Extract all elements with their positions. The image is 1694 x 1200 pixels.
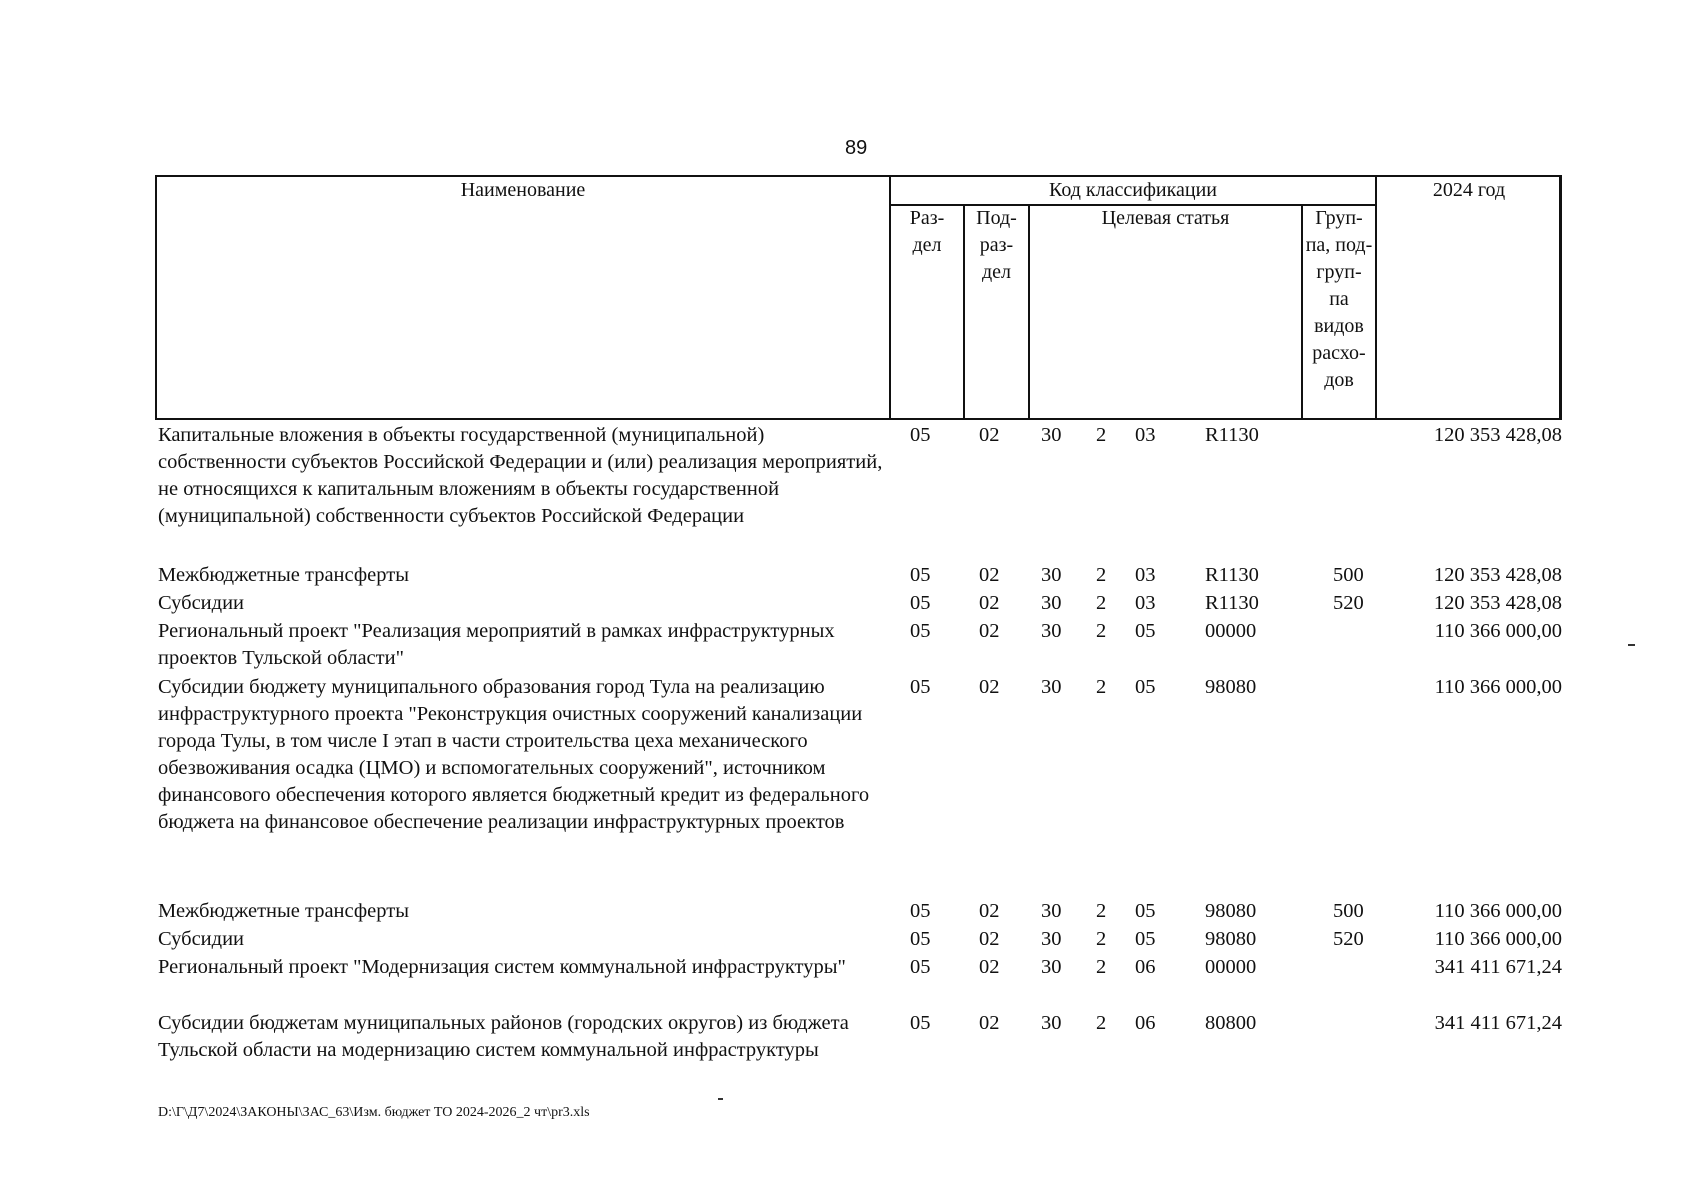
row-podrazdel: 02 [979, 620, 1000, 642]
row-cs4: 98080 [1205, 928, 1257, 950]
row-razdel: 05 [910, 928, 931, 950]
row-name: Региональный проект "Модернизация систем коммунальной инфраструктуры" [158, 956, 846, 978]
scan-mark [1628, 644, 1635, 646]
row-cs2: 2 [1096, 564, 1107, 586]
row-amount: 110 366 000,00 [1434, 900, 1562, 922]
row-cs1: 30 [1041, 956, 1062, 978]
row-razdel: 05 [910, 676, 931, 698]
row-name: Субсидии бюджетам муниципальных районов (городских округов) из бюджета Тульской области на модернизацию систем коммунальной инфраструктуры [158, 1012, 849, 1061]
row-razdel: 05 [910, 1012, 931, 1034]
row-cs4: 00000 [1205, 956, 1257, 978]
row-razdel: 05 [910, 620, 931, 642]
row-cs2: 2 [1096, 424, 1107, 446]
row-cs4: 80800 [1205, 1012, 1257, 1034]
row-amount: 110 366 000,00 [1434, 928, 1562, 950]
row-cs2: 2 [1096, 1012, 1107, 1034]
row-cs3: 05 [1135, 620, 1156, 642]
row-podrazdel: 02 [979, 900, 1000, 922]
row-cs1: 30 [1041, 564, 1062, 586]
row-vr: 520 [1333, 928, 1364, 950]
row-amount: 110 366 000,00 [1434, 676, 1562, 698]
row-podrazdel: 02 [979, 1012, 1000, 1034]
header-section: Раз- дел [909, 207, 945, 256]
footer-file-path: D:\Г\Д7\2024\ЗАКОНЫ\ЗАС_63\Изм. бюджет ТО 2024-2026_2 чт\pr3.xls [158, 1105, 590, 1120]
row-amount: 120 353 428,08 [1433, 592, 1562, 614]
row-cs2: 2 [1096, 676, 1107, 698]
row-amount: 341 411 671,24 [1434, 956, 1562, 978]
divider-year [1375, 177, 1377, 420]
row-razdel: 05 [910, 956, 931, 978]
row-cs2: 2 [1096, 900, 1107, 922]
row-podrazdel: 02 [979, 676, 1000, 698]
row-cs3: 06 [1135, 1012, 1156, 1034]
row-razdel: 05 [910, 424, 931, 446]
header-group: Груп- па, под- груп- па видов расхо- дов [1305, 207, 1373, 391]
row-podrazdel: 02 [979, 592, 1000, 614]
row-amount: 110 366 000,00 [1434, 620, 1562, 642]
row-name: Региональный проект "Реализация мероприятий в рамках инфраструктурных проектов Тульской области" [158, 620, 835, 669]
row-cs3: 06 [1135, 956, 1156, 978]
row-podrazdel: 02 [979, 424, 1000, 446]
page-number: 89 [845, 137, 868, 159]
row-podrazdel: 02 [979, 928, 1000, 950]
row-vr: 500 [1333, 564, 1364, 586]
row-cs3: 05 [1135, 676, 1156, 698]
row-cs1: 30 [1041, 900, 1062, 922]
table-header [155, 175, 1562, 420]
row-name: Субсидии [158, 928, 245, 950]
row-amount: 120 353 428,08 [1433, 424, 1562, 446]
row-cs1: 30 [1041, 676, 1062, 698]
row-cs1: 30 [1041, 424, 1062, 446]
row-cs2: 2 [1096, 928, 1107, 950]
row-cs4: R1130 [1205, 424, 1259, 446]
row-cs4: 98080 [1205, 676, 1257, 698]
header-name: Наименование [460, 179, 586, 201]
row-cs4: R1130 [1205, 564, 1259, 586]
row-cs4: 98080 [1205, 900, 1257, 922]
row-cs2: 2 [1096, 620, 1107, 642]
row-cs2: 2 [1096, 592, 1107, 614]
row-name: Капитальные вложения в объекты государственной (муниципальной) собственности субъектов Российской Федерации и (или) реализация мероприятий, не относящихся к капитальным вложениям в объекты государственной (муниципальной) собственности субъектов Российской Федерации [158, 424, 883, 527]
header-subsection: Под- раз- дел [976, 207, 1017, 283]
row-cs1: 30 [1041, 928, 1062, 950]
header-classification: Код классификации [1048, 179, 1218, 201]
divider-podrazdel [1028, 204, 1030, 420]
row-cs2: 2 [1096, 956, 1107, 978]
row-cs3: 03 [1135, 424, 1156, 446]
row-name: Субсидии бюджету муниципального образования город Тула на реализацию инфраструктурного проекта "Реконструкция очистных сооружений канализации города Тулы, в том числе I этап в части строительства цеха механического обезвоживания осадка (ЦМО) и вспомогательных сооружений", источником финансового обеспечения которого является бюджетный кредит из федерального бюджета на финансовое обеспечение реализации инфраструктурных проектов [158, 676, 870, 833]
header-target-article: Целевая статья [1101, 207, 1230, 229]
row-vr: 520 [1333, 592, 1364, 614]
row-cs4: R1130 [1205, 592, 1259, 614]
row-name: Субсидии [158, 592, 245, 614]
row-cs1: 30 [1041, 620, 1062, 642]
header-year: 2024 год [1432, 179, 1506, 201]
row-podrazdel: 02 [979, 956, 1000, 978]
row-razdel: 05 [910, 564, 931, 586]
row-name: Межбюджетные трансферты [158, 564, 409, 586]
row-cs3: 03 [1135, 592, 1156, 614]
row-name: Межбюджетные трансферты [158, 900, 409, 922]
row-razdel: 05 [910, 900, 931, 922]
row-amount: 341 411 671,24 [1434, 1012, 1562, 1034]
row-amount: 120 353 428,08 [1433, 564, 1562, 586]
row-cs3: 05 [1135, 900, 1156, 922]
row-cs1: 30 [1041, 592, 1062, 614]
row-cs4: 00000 [1205, 620, 1257, 642]
row-razdel: 05 [910, 592, 931, 614]
scan-mark [718, 1098, 723, 1100]
row-cs3: 05 [1135, 928, 1156, 950]
row-cs1: 30 [1041, 1012, 1062, 1034]
row-vr: 500 [1333, 900, 1364, 922]
row-podrazdel: 02 [979, 564, 1000, 586]
row-cs3: 03 [1135, 564, 1156, 586]
